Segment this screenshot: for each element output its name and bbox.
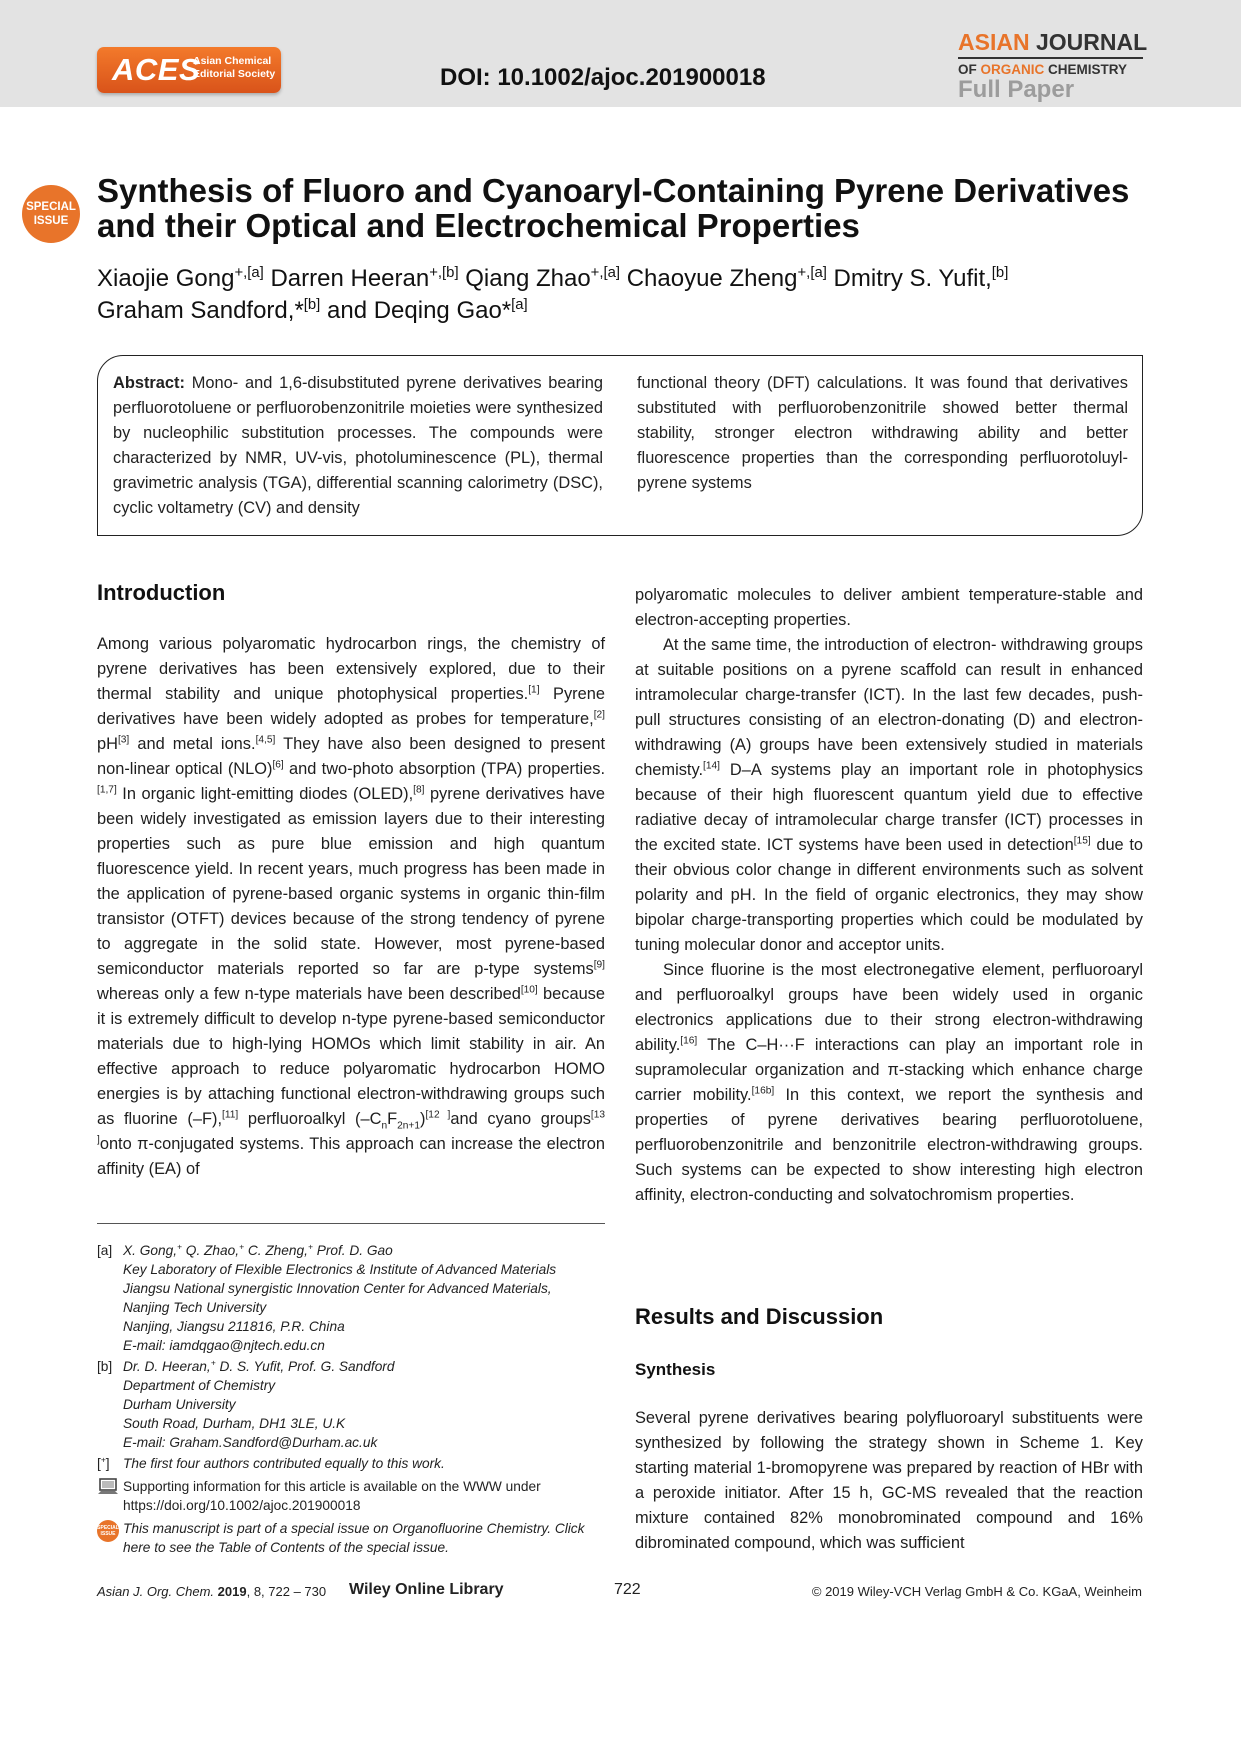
synthesis-text: Several pyrene derivatives bearing polyfluoroaryl substituents were synthesized by following the strategy shown in Scheme 1. Key starting material 1-bromopyrene was prepared by reaction of HBr with a peroxide initiator. After 15 h, GC-MS revealed that the reaction mixture contained 82% monobrominated compound and 16% dibrominated compound, which was sufficient — [635, 1409, 1143, 1552]
aces-logo-subtitle: Asian Chemical Editorial Society — [193, 55, 276, 80]
copyright: © 2019 Wiley-VCH Verlag GmbH & Co. KGaA, Weinheim — [811, 1584, 1142, 1599]
equal-contribution-note: [+] The first four authors contributed equally to this work. — [97, 1454, 445, 1471]
special-issue-badge[interactable]: SPECIAL ISSUE — [22, 185, 80, 243]
wiley-online-library-link[interactable]: Wiley Online Library — [349, 1581, 504, 1598]
article-type: Full Paper — [958, 76, 1075, 103]
author: Qiang Zhao — [465, 265, 591, 292]
aces-logo[interactable] — [97, 47, 281, 93]
aces-logo-word: ACES — [112, 52, 201, 87]
article-title: Synthesis of Fluoro and Cyanoaryl-Containing Pyrene Derivatives and their Optical and Electrochemical Properties — [97, 172, 1130, 244]
footnote-divider — [97, 1223, 605, 1224]
email-link[interactable]: E-mail: Graham.Sandford@Durham.ac.uk — [123, 1435, 378, 1450]
introduction-text-left: Among various polyaromatic hydrocarbon rings, the chemistry of pyrene derivatives has been extensively explored, due to their thermal stability and unique photophysical properties.[1] Pyrene derivatives have been widely adopted as probes for temperature,[2] pH[3] and metal ions.[4,5] They have also been designed to present non-linear optical (NLO)[6] and two-photo absorption (TPA) properties.[1,7] In organic light-emitting diodes (OLED),[8] pyrene derivatives have been widely investigated as emission layers due to their interesting properties such as pure blue emission and high quantum fluorescence yield. In recent years, much progress has been made in the application of pyrene-based organic systems in organic thin-film transistor (OTFT) devices because of the strong tendency of pyrene to aggregate in the solid state. However, most pyrene-based semiconductor materials reported so far are p-type systems[9] whereas only a few n-type materials have been described[10] because it is extremely difficult to develop n-type pyrene-based semiconductor materials due to high-lying HOMOs which limit stability in air. An effective approach to reduce polyaromatic hydrocarbon HOMO energies is by attaching functional electron-withdrawing groups such as fluorine (–F),[11] perfluoroalkyl $(-C_nF_{2n+1})[12 ]and$ cyano groups[13 ]onto π-conjugated systems. This approach can increase the electron affinity (EA) of — [97, 635, 606, 1178]
author: Dmitry S. Yufit, — [833, 265, 992, 292]
abstract-box — [97, 355, 1143, 536]
email-link[interactable]: E-mail: iamdqgao@njtech.edu.cn — [123, 1338, 325, 1353]
section-heading-introduction: Introduction — [97, 580, 226, 605]
author: Deqing Gao* — [373, 297, 512, 324]
author: Darren Heeran — [270, 265, 430, 292]
special-issue-note — [97, 1519, 605, 1557]
computer-icon — [97, 1478, 119, 1495]
abstract-left-column: Abstract: Mono- and 1,6-disubstituted pyrene derivatives bearing perfluorotoluene or perfluorobenzonitrile moieties were synthesized by nucleophilic substitution processes. The compounds were characterized by NMR, UV-vis, photoluminescence (PL), thermal gravimetric analysis (TGA), differential scanning calorimetry (DSC), cyclic voltametry (CV) and density — [113, 374, 603, 517]
introduction-text-right: polyaromatic molecules to deliver ambient temperature-stable and electron-accepting properties. At the same time, the introduction of electron- withdrawing groups at suitable positions on a pyrene scaffold can result in enhanced intramolecular charge-transfer (ICT). In the last few decades, push-pull structures consisting of an electron-donating (D) and electron-withdrawing (A) groups have been extensively studied in materials chemisty.[14] D–A systems play an important role in photophysics because of their high fluorescent quantum yield due to effective radiative decay of intramolecular charge transfer (ICT) processes in the excited state. ICT systems have been used in detection[15] due to their obvious color change in different environments such as solvent polarity and pH. In the field of organic electronics, they may show bipolar charge-transporting properties which could be modulated by tuning molecular donor and acceptor units. Since fluorine is the most electronegative element, perfluoroaryl and perfluoroalkyl groups have been widely used in organic electronics applications due to their strong electron-withdrawing ability.[16] The C–H···F interactions can play an important role in supramolecular organization and π-stacking which enhance charge carrier mobility.[16b] In this context, we report the synthesis and properties of pyrene derivatives bearing perfluorotoluene, perfluorobenzonitrile and benzonitrile electron-withdrawing groups. Such systems can be expected to show interesting high electron affinity, electron-conducting and solvatochromism properties. — [635, 586, 1143, 1204]
citation-footer: Asian J. Org. Chem. 2019, 8, 722 – 730 — [97, 1584, 327, 1599]
article-doi[interactable]: DOI: 10.1002/ajoc.201900018 — [440, 64, 766, 91]
journal-logo: ASIAN JOURNAL OF ORGANIC CHEMISTRY Full Paper — [958, 29, 1148, 103]
page-number: 722 — [614, 1581, 641, 1598]
section-heading-results: Results and Discussion — [635, 1304, 884, 1329]
author: Xiaojie Gong — [97, 265, 235, 292]
author: Chaoyue Zheng — [626, 265, 798, 292]
affiliation-a: [a] X. Gong,+ Q. Zhao,+ C. Zheng,+ Prof. D. Gao Key Laboratory of Flexible Electronics & Institute of Advanced Materials Jiangsu National synergistic Innovation Center for Advanced Materials, Nanjing Tech University Nanjing, Jiangsu 211816, P.R. China E-mail: iamdqgao@njtech.edu.cn — [97, 1241, 557, 1353]
page-header — [0, 0, 1241, 107]
supporting-info-link[interactable]: https://doi.org/10.1002/ajoc.201900018 — [123, 1498, 361, 1513]
abstract-right-column: functional theory (DFT) calculations. It was found that derivatives substituted with perfluorobenzonitrile showed better thermal stability, stronger electron withdrawing ability and better fluorescence properties than the corresponding perfluorotoluyl-pyrene systems — [637, 374, 1128, 492]
special-issue-icon[interactable]: SPECIAL ISSUE — [97, 1520, 119, 1542]
affiliation-b: [b] Dr. D. Heeran,+ D. S. Yufit, Prof. G. Sandford Department of Chemistry Durham University South Road, Durham, DH1 3LE, U.K E-mail: Graham.Sandford@Durham.ac.uk — [97, 1357, 395, 1450]
supporting-info-note: Supporting information for this article is available on the WWW under https://doi.org/10.1002/ajoc.201900018 — [97, 1477, 605, 1515]
author-list: Xiaojie Gong$^{+,[a]}$ Darren Heeran$^{+,[b]}$ Qiang Zhao$^{+,[a]}$ Chaoyue Zheng$^{+,[a]}$ Dmitry S. Yufit,[b] Graham Sandford,*[b] and Deqing Gao*[a] — [97, 265, 1009, 324]
special-issue-link[interactable]: This manuscript is part of a special issue on Organofluorine Chemistry. Click here to see the Table of Contents of the special issue. — [123, 1521, 585, 1555]
subsection-heading-synthesis: Synthesis — [635, 1360, 716, 1379]
author: Graham Sandford,* — [97, 297, 304, 324]
abstract-label: Abstract: — [113, 374, 185, 392]
